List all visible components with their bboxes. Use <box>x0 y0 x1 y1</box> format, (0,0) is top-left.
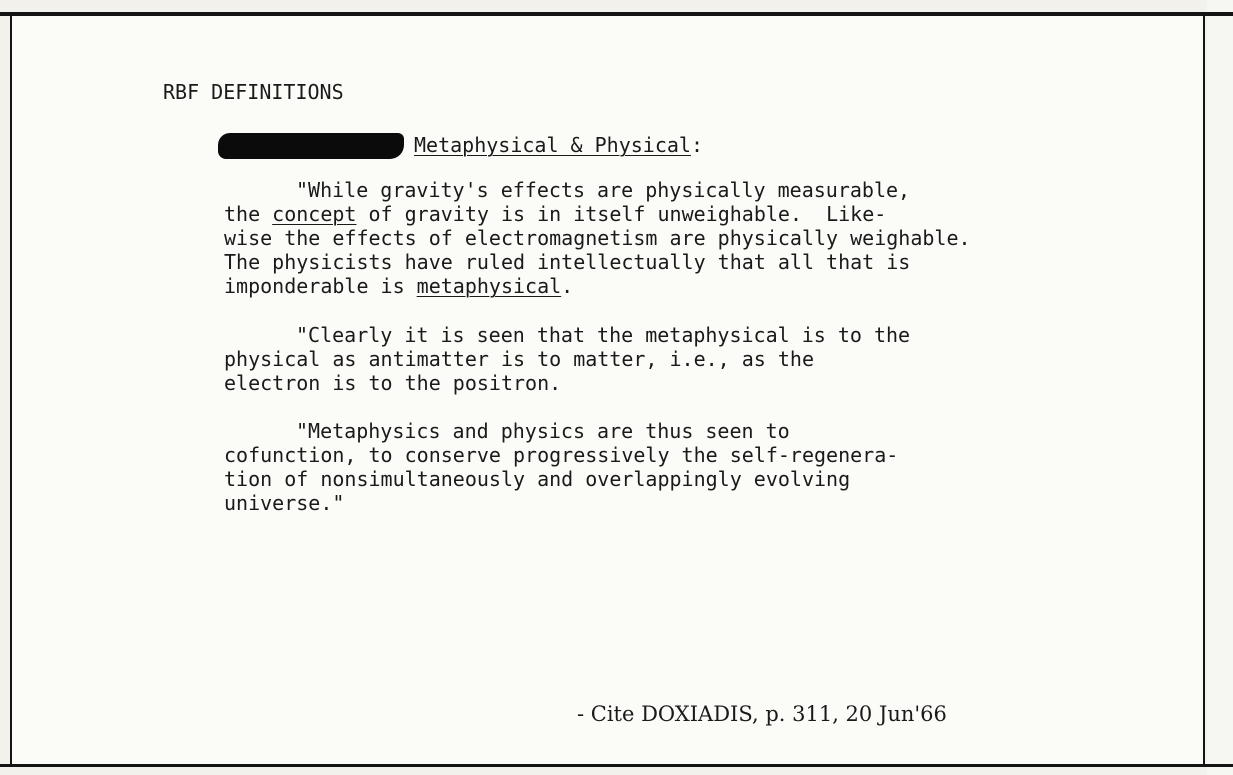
definition-title-colon: : <box>690 133 703 157</box>
p2-line-2: physical as antimatter is to matter, i.e., as the <box>224 347 815 371</box>
citation: - Cite DOXIADIS, p. 311, 20 Jun'66 <box>577 702 947 726</box>
definition-title <box>414 133 703 157</box>
card-heading: RBF DEFINITIONS <box>163 80 344 104</box>
p1-line-5-underlined: metaphysical <box>416 274 562 298</box>
quote-paragraph-2 <box>224 323 910 395</box>
p1-line-5a: imponderable is <box>224 274 417 298</box>
p2-line-1: "Clearly it is seen that the metaphysical is to the <box>296 323 911 347</box>
p1-line-2a: the <box>224 202 273 226</box>
quote-paragraph-3 <box>224 419 898 515</box>
p3-line-4: universe." <box>224 491 345 515</box>
p1-line-4: The physicists have ruled intellectually that all that is <box>224 250 911 274</box>
p1-line-2b: of gravity is in itself unweighable. Like- <box>356 202 887 226</box>
p1-line-3: wise the effects of electromagnetism are physically weighable. <box>224 226 971 250</box>
card-border-top <box>0 12 1233 16</box>
page-margin <box>1207 0 1233 775</box>
card-border-bottom <box>0 764 1233 767</box>
quote-paragraph-1 <box>224 178 971 298</box>
definition-title-label: Metaphysical & Physical <box>414 133 691 157</box>
p1-line-2-underlined: concept <box>272 202 357 226</box>
p3-line-1: "Metaphysics and physics are thus seen to <box>296 419 790 443</box>
p1-line-5b: . <box>561 274 574 298</box>
p1-line-1: "While gravity's effects are physically measurable, <box>296 178 911 202</box>
p2-line-3: electron is to the positron. <box>224 371 562 395</box>
p3-line-3: tion of nonsimultaneously and overlappingly evolving <box>224 467 851 491</box>
p3-line-2: cofunction, to conserve progressively the self-regenera- <box>224 443 899 467</box>
redaction-mark <box>218 133 404 159</box>
